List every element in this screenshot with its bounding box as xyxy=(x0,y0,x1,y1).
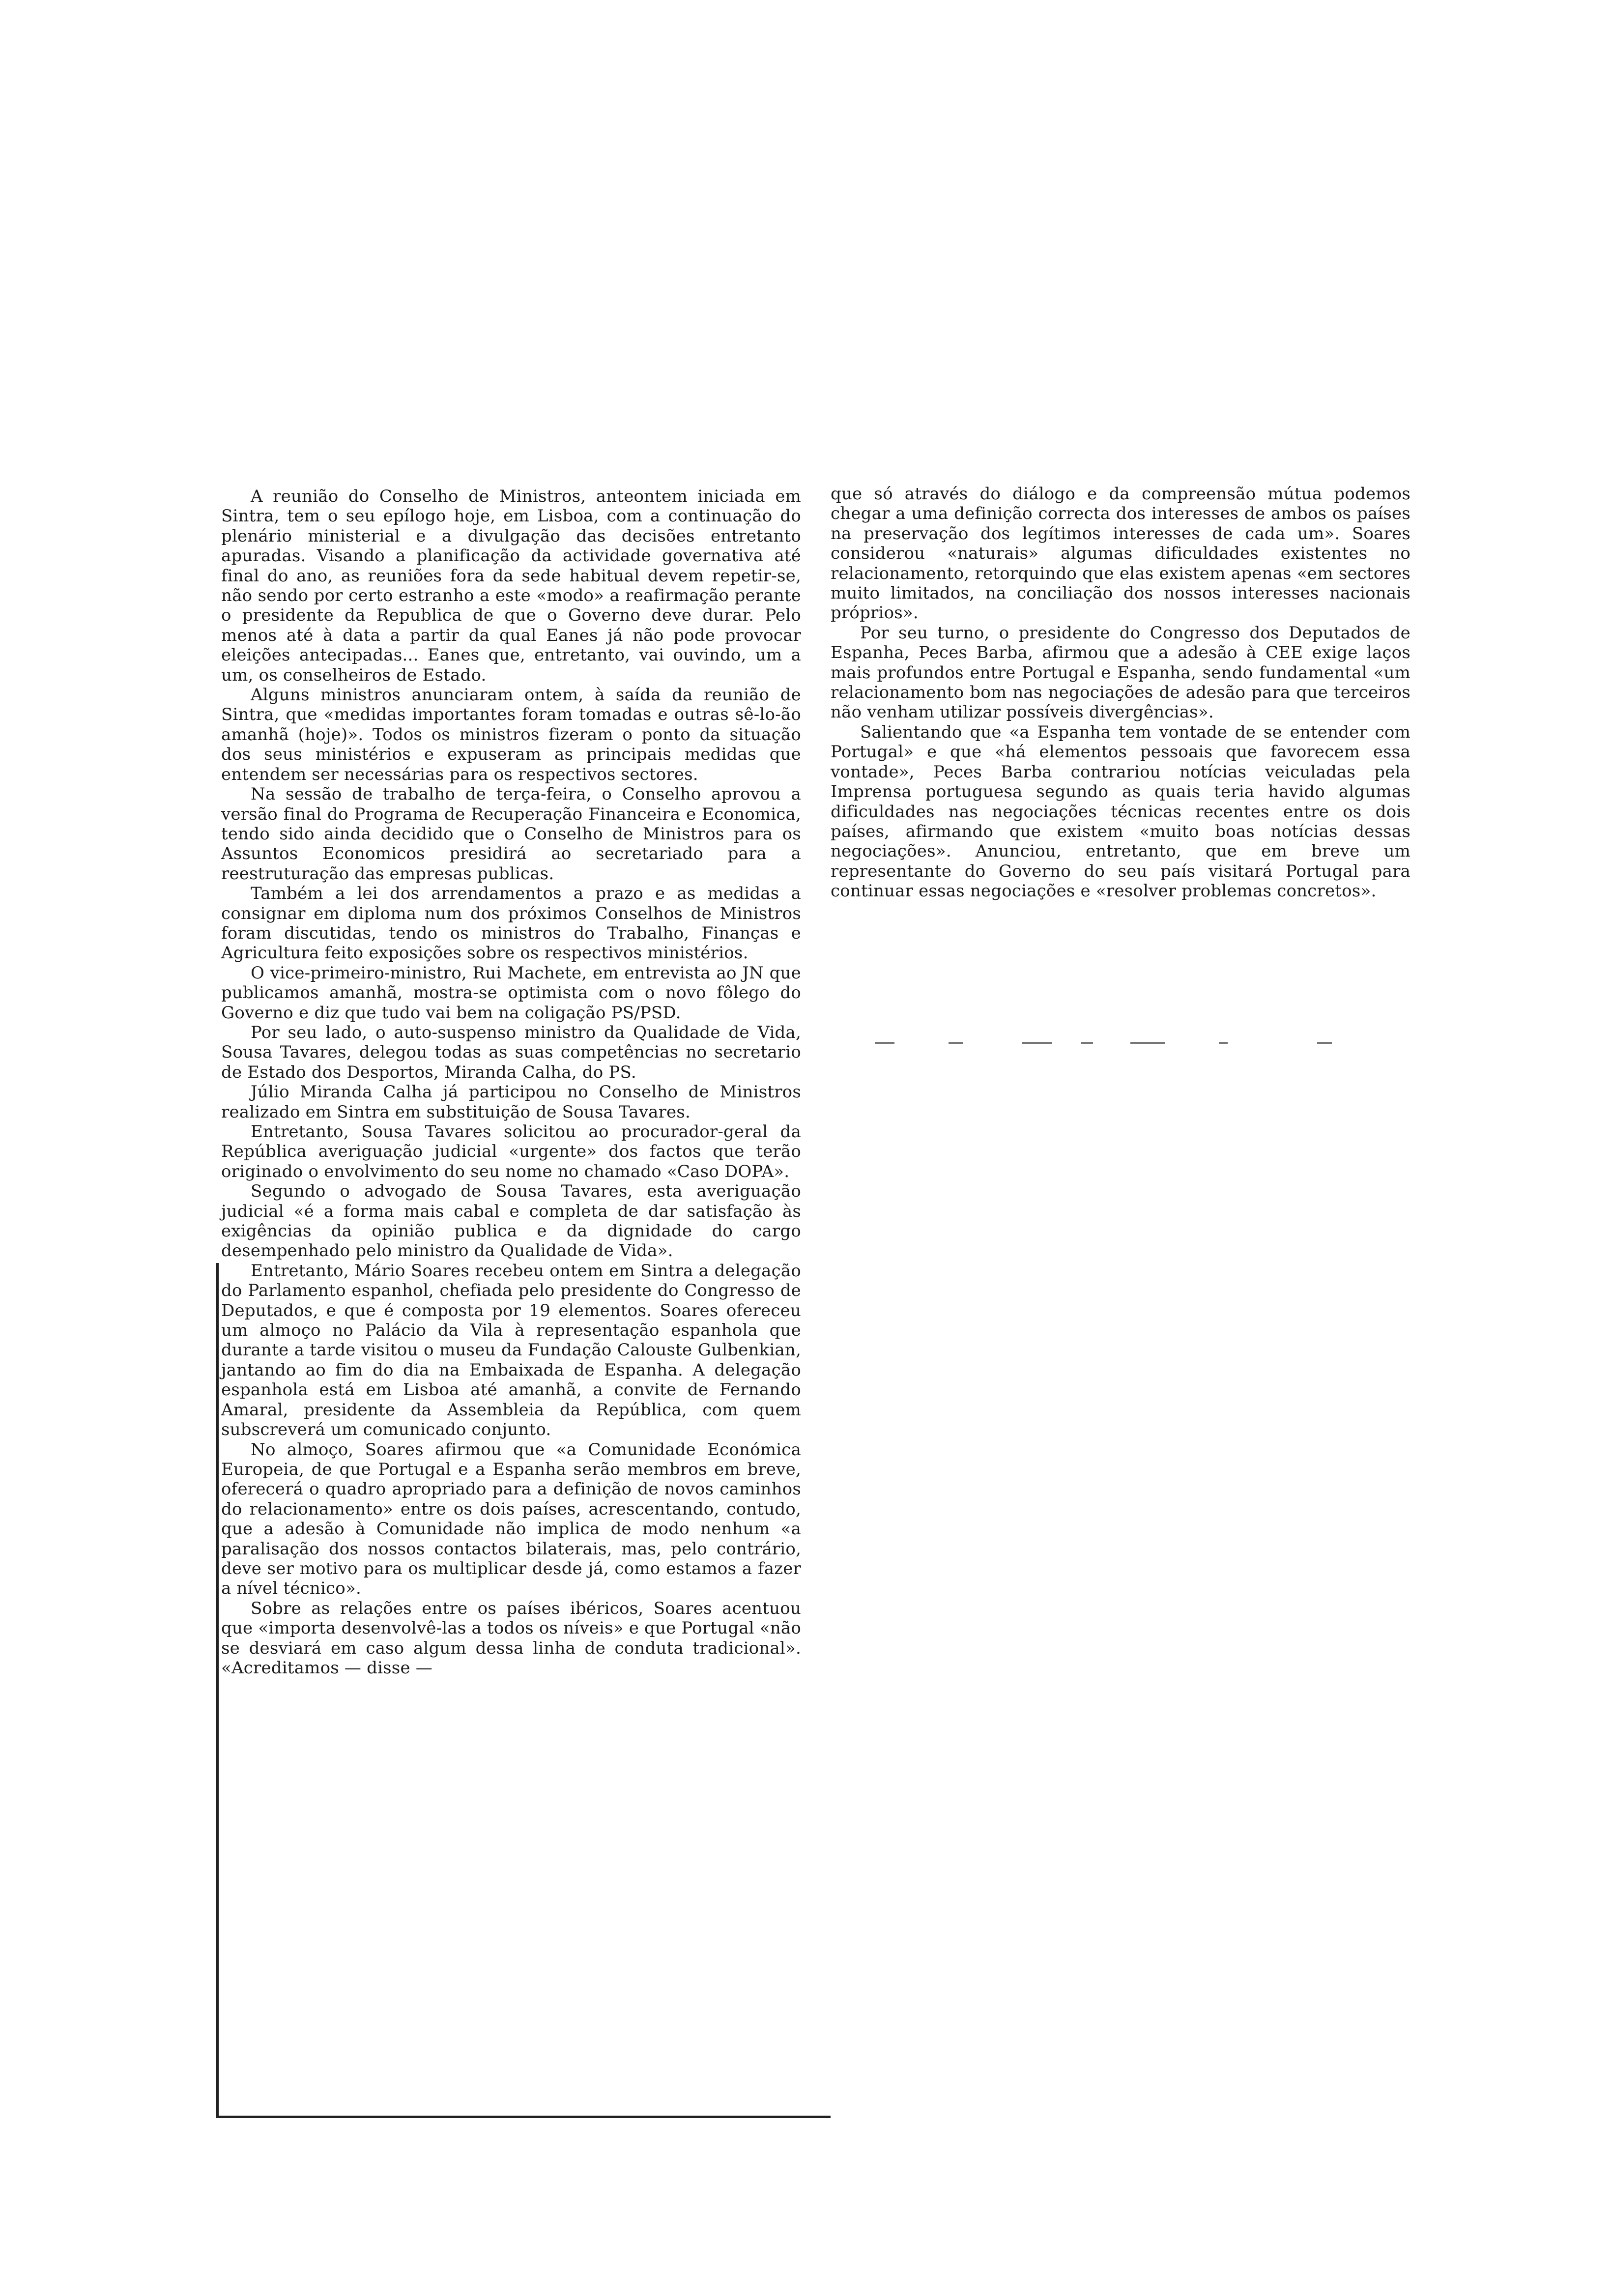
paragraph: Alguns ministros anunciaram ontem, à saída da reunião de Sintra, que «medidas importantes foram tomadas e outras sê-lo-ão amanhã (hoje)». Todos os ministros fizeram o ponto da situação dos seus ministérios e expuseram as principais medidas que entendem ser necessárias para os respectivos sectores. xyxy=(221,685,801,784)
clipping-border-left xyxy=(216,1263,219,2118)
paragraph: Entretanto, Sousa Tavares solicitou ao procurador-geral da República averiguação judicial «urgente» dos factos que terão originado o envolvimento do seu nome no chamado «Caso DOPA». xyxy=(221,1122,801,1181)
paragraph: que só através do diálogo e da compreensão mútua podemos chegar a uma definição correcta dos interesses de ambos os países na preservação dos legítimos interesses de cada um». Soares considerou «naturais» algumas dificuldades existentes no relacionamento, retorquindo que elas existem apenas «em sectores muito limitados, na conciliação dos nossos interesses nacionais próprios». xyxy=(831,484,1410,623)
article-column-left xyxy=(221,487,801,1678)
paragraph: A reunião do Conselho de Ministros, anteontem iniciada em Sintra, tem o seu epílogo hoje, em Lisboa, com a continuação do plenário ministerial e a divulgação das decisões entretanto apuradas. Visando a planificação da actividade governativa até final do ano, as reuniões fora da sede habitual devem repetir-se, não sendo por certo estranho a este «modo» a reafirmação perante o presidente da Republica de que o Governo deve durar. Pelo menos até à data a partir da qual Eanes já não pode provocar eleições antecipadas... Eanes que, entretanto, vai ouvindo, um a um, os conselheiros de Estado. xyxy=(221,487,801,685)
paragraph: O vice-primeiro-ministro, Rui Machete, em entrevista ao JN que publicamos amanhã, mostra-se optimista com o novo fôlego do Governo e diz que tudo vai bem na coligação PS/PSD. xyxy=(221,963,801,1023)
paragraph: No almoço, Soares afirmou que «a Comunidade Económica Europeia, de que Portugal e a Espanha serão membros em breve, oferecerá o quadro apropriado para a definição de novos caminhos do relacionamento» entre os dois países, acrescentando, contudo, que a adesão à Comunidade não implica de modo nenhum «a paralisação dos nossos contactos bilaterais, mas, pelo contrário, deve ser motivo para os multiplicar desde já, como estamos a fazer a nível técnico». xyxy=(221,1439,801,1599)
paragraph: Por seu turno, o presidente do Congresso dos Deputados de Espanha, Peces Barba, afirmou que a adesão à CEE exige laços mais profundos entre Portugal e Espanha, sendo fundamental «um relacionamento bom nas negociações de adesão para que terceiros não venham utilizar possíveis divergências». xyxy=(831,623,1410,722)
clipping-border-bottom xyxy=(216,2116,831,2118)
paragraph: Também a lei dos arrendamentos a prazo e as medidas a consignar em diploma num dos próximos Conselhos de Ministros foram discutidas, tendo os ministros do Trabalho, Finanças e Agricultura feito exposições sobre os respectivos ministérios. xyxy=(221,884,801,963)
paragraph: Entretanto, Mário Soares recebeu ontem em Sintra a delegação do Parlamento espanhol, chefiada pelo presidente do Congresso de Deputados, e que é composta por 19 elementos. Soares ofereceu um almoço no Palácio da Vila à representação espanhola que durante a tarde visitou o museu da Fundação Calouste Gulbenkian, jantando ao fim do dia na Embaixada de Espanha. A delegação espanhola está em Lisboa até amanhã, a convite de Fernando Amaral, presidente da Assembleia da República, com quem subscreverá um comunicado conjunto. xyxy=(221,1261,801,1440)
paragraph: Por seu lado, o auto-suspenso ministro da Qualidade de Vida, Sousa Tavares, delegou todas as suas competências no secretario de Estado dos Desportos, Miranda Calha, do PS. xyxy=(221,1022,801,1082)
paragraph: Na sessão de trabalho de terça-feira, o Conselho aprovou a versão final do Programa de Recuperação Financeira e Economica, tendo sido ainda decidido que o Conselho de Ministros para os Assuntos Economicos presidirá ao secretariado para a reestruturação das empresas publicas. xyxy=(221,784,801,884)
paragraph: Júlio Miranda Calha já participou no Conselho de Ministros realizado em Sintra em substituição de Sousa Tavares. xyxy=(221,1082,801,1122)
paragraph: Salientando que «a Espanha tem vontade de se entender com Portugal» e que «há elementos pessoais que favorecem essa vontade», Peces Barba contrariou notícias veiculadas pela Imprensa portuguesa segundo as quais teria havido algumas dificuldades nas negociações técnicas recentes entre os dois países, afirmando que existem «muito boas notícias dessas negociações». Anunciou, entretanto, que em breve um representante do Governo do seu país visitará Portugal para continuar essas negociações e «resolver problemas concretos». xyxy=(831,722,1410,901)
paragraph: Sobre as relações entre os países ibéricos, Soares acentuou que «importa desenvolvê-las a todos os níveis» e que Portugal «não se desviará em caso algum dessa linha de conduta tradicional». «Acreditamos — disse — xyxy=(221,1598,801,1678)
scan-specks xyxy=(875,1042,1366,1049)
article-column-right xyxy=(831,484,1410,901)
paragraph: Segundo o advogado de Sousa Tavares, esta averiguação judicial «é a forma mais cabal e completa de dar satisfação às exigências da opinião publica e da dignidade do cargo desempenhado pelo ministro da Qualidade de Vida». xyxy=(221,1181,801,1261)
